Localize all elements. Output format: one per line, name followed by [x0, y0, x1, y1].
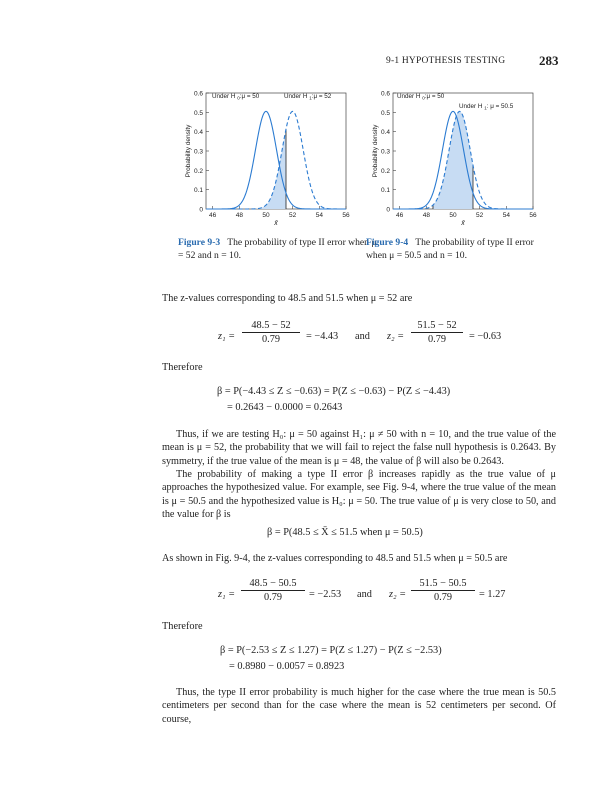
y-tick-label: 0.3 [380, 148, 390, 156]
y-axis-label: Probability density [372, 124, 379, 178]
x-tick-label: 52 [476, 212, 484, 219]
y-tick-label: 0.1 [380, 187, 390, 195]
h1-curve-label: Under H $_1$:μ = 52 [284, 93, 332, 101]
figure-9-4-chart [345, 85, 545, 233]
eq-z1-result: = −4.43 [306, 331, 339, 342]
paragraph-z-values-intro: The z-values corresponding to 48.5 and 51.5 when μ = 52 are [162, 293, 413, 304]
paragraph-fig-9-4-z-values: As shown in Fig. 9-4, the z-values corresponding to 48.5 and 51.5 when μ = 50.5 are [162, 553, 508, 564]
x-tick-label: 50 [449, 212, 457, 219]
eq-z2-fraction [411, 320, 463, 345]
beta-equation-1-line-1: β = P(−4.43 ≤ Z ≤ −0.63) = P(Z ≤ −0.63) − P(Z ≤ −4.43) [217, 386, 451, 397]
eq-z2-label: z₂ = [389, 589, 407, 600]
y-tick-label: 0.2 [193, 167, 203, 175]
paragraph-conclusion: Thus, the type II error probability is much higher for the case where the true mean is 50.5 centimeters per second than for the case where the mean is 52 centimeters per second. Of course, [162, 687, 556, 725]
beta-equation-1-line-2: = 0.2643 − 0.0000 = 0.2643 [227, 402, 343, 413]
eq-z2-fraction [411, 578, 475, 603]
caption-text: The probability of type II error when μ = 52 and n = 10. [178, 237, 377, 261]
eq-z2-denominator: 0.79 [427, 334, 447, 345]
y-tick-label: 0.3 [193, 148, 203, 156]
x-tick-label: 54 [315, 212, 323, 219]
x-tick-label: 52 [289, 212, 297, 219]
therefore-1: Therefore [162, 362, 203, 373]
caption-label: Figure 9-3 [178, 237, 221, 248]
paragraph-symmetry: Thus, if we are testing H₀: μ = 50 against H₁: μ ≠ 50 with n = 10, and the true value of the mean is μ = 52, the probability that we will fail to reject the false null hypothesis is 0.2643. By symmetry, if the true value of the mean is μ = 48, the value of β will also be 0.2643. [162, 429, 556, 467]
x-tick-label: 46 [396, 212, 404, 219]
y-tick-label: 0.6 [380, 90, 390, 98]
y-tick-label: 0 [386, 206, 390, 214]
eq-z1-fraction [241, 578, 305, 603]
eq-z1-denominator: 0.79 [261, 334, 281, 345]
beta-equation-3-line-2: = 0.8980 − 0.0057 = 0.8923 [229, 661, 345, 672]
beta-equation-2: β = P(48.5 ≤ X̄ ≤ 51.5 when μ = 50.5) [267, 527, 423, 538]
caption-figure-9-4 [366, 236, 546, 262]
y-tick-label: 0.4 [380, 129, 390, 137]
y-tick-label: 0.5 [380, 109, 390, 117]
therefore-2: Therefore [162, 621, 203, 632]
y-tick-label: 0 [199, 206, 203, 214]
x-tick-label: 50 [262, 212, 270, 219]
eq-z1-result: = −2.53 [309, 589, 342, 600]
eq-z2-result: = 1.27 [479, 589, 506, 600]
y-tick-label: 0.6 [193, 90, 203, 98]
y-tick-label: 0.2 [380, 167, 390, 175]
figure-9-3 [178, 85, 368, 233]
eq-z1-numerator: 48.5 − 50.5 [241, 578, 305, 591]
eq-z1-fraction [242, 320, 300, 345]
eq-z1-numerator: 48.5 − 52 [242, 320, 300, 333]
running-header: 9-1 HYPOTHESIS TESTING [386, 56, 506, 66]
x-tick-label: 48 [422, 212, 430, 219]
figure-9-3-chart [178, 85, 368, 233]
eq-z1-denominator: 0.79 [263, 592, 283, 603]
eq-z1-label: z₁ = [218, 331, 236, 342]
y-tick-label: 0.5 [193, 109, 203, 117]
h0-curve-label: Under H $_0$:μ = 50 [212, 93, 260, 101]
x-tick-label: 54 [502, 212, 510, 219]
eq-z2-result: = −0.63 [469, 331, 502, 342]
paragraph-type-ii-increase: The probability of making a type II error β increases rapidly as the true value of μ approaches the hypothesized value. For example, see Fig. 9-4, where the true value of the mean is μ = 50.5 and the hypothesized value is H₀: μ = 50. The true value of μ is very close to 50, and the value for β is [162, 469, 556, 521]
x-axis-label: x̄ [461, 220, 465, 227]
x-axis-label: x̄ [274, 220, 278, 227]
eq-and: and [357, 589, 372, 600]
eq-z2-label: z₂ = [387, 331, 405, 342]
beta-equation-3-line-1: β = P(−2.53 ≤ Z ≤ 1.27) = P(Z ≤ 1.27) − P(Z ≤ −2.53) [220, 645, 442, 656]
eq-z1-label: z₁ = [218, 589, 236, 600]
eq-and: and [355, 331, 370, 342]
h0-curve-label: Under H $_0$:μ = 50 [397, 93, 445, 101]
caption-figure-9-3 [178, 236, 378, 262]
y-tick-label: 0.1 [193, 187, 203, 195]
eq-z2-denominator: 0.79 [433, 592, 453, 603]
page-number: 283 [539, 53, 559, 68]
x-tick-label: 48 [235, 212, 243, 219]
y-tick-label: 0.4 [193, 129, 203, 137]
y-axis-label: Probability density [185, 124, 192, 178]
x-tick-label: 56 [529, 212, 537, 219]
caption-label: Figure 9-4 [366, 237, 409, 248]
eq-z2-numerator: 51.5 − 50.5 [411, 578, 475, 591]
eq-z2-numerator: 51.5 − 52 [411, 320, 463, 333]
figure-9-4 [345, 85, 545, 233]
h1-curve-label: Under H $_1$: μ = 50.5 [459, 103, 514, 111]
caption-text: The probability of type II error when μ = 50.5 and n = 10. [366, 237, 534, 261]
x-tick-label: 56 [342, 212, 350, 219]
x-tick-label: 46 [209, 212, 217, 219]
